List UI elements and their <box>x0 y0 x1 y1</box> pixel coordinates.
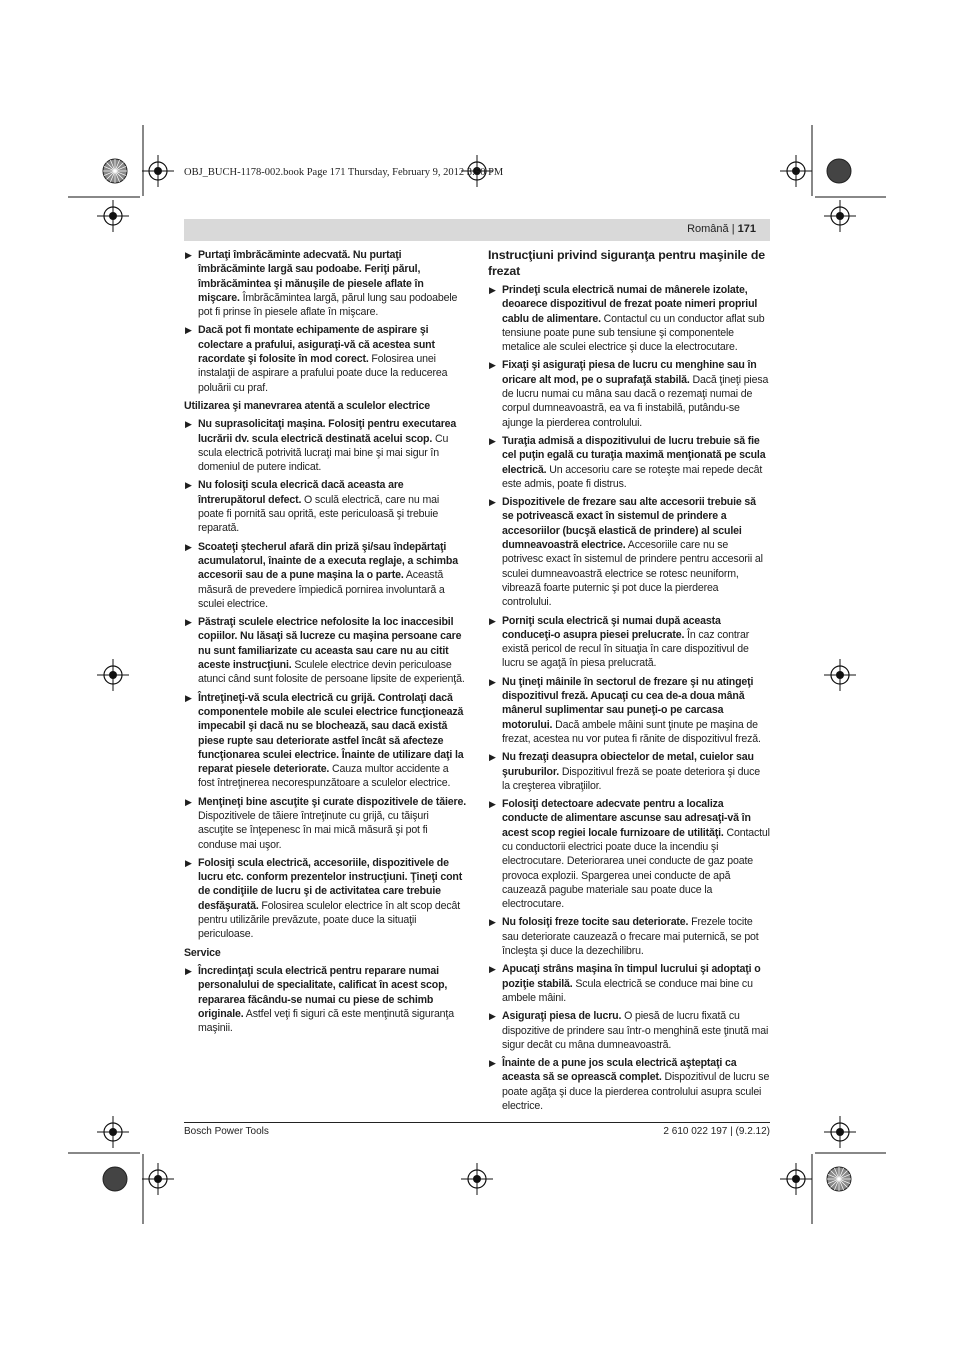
header-separator: | <box>728 223 738 235</box>
bullet-arrow-icon: ▶ <box>489 435 496 446</box>
bullet-bold-text: Nu ţineţi mâinile în sectorul de frezare şi nu atingeţi dispozitivul frezǎ. Apucaţi cu cea de-a doua mână mânerul suplimentar sau puneţi-o pe carcasa motorului. <box>502 675 754 731</box>
bullet-arrow-icon: ▶ <box>185 796 192 807</box>
bullet-text: Dacă ţineţi piesa de lucru numai cu mâna sau dacă o rezemaţi numai de corpul dumneavoastră, ea va fi instabilă, putându-se ajunge la pierderea controlului. <box>502 373 769 429</box>
bullet-item <box>184 964 466 1035</box>
bullet-item <box>488 1009 770 1052</box>
bullet-bold-text: Dispozitivele de frezare sau alte accesorii trebuie să se potrivească exact în sistemul de prindere a accesoriilor (bucşă elastică de prindere) al sculei dumneavoastră electrice. <box>502 496 756 552</box>
bullet-item <box>488 434 770 491</box>
bullet-arrow-icon: ▶ <box>185 250 192 260</box>
bullet-text: Folosirea sculelor electrice în alt scop decât pentru utilizările prevăzute, poate duce la situaţii periculoase. <box>198 899 461 941</box>
bullet-bold-text: Întreţineţi-vă scula electrică cu grijă. Controlaţi dacă componentele mobile ale sculei electrice funcţionează impecabil şi dacă nu se blochează, sau dacă există piese rupte sau deteriorate astfel încât să afecteze funcţionarea sculei electrice. Înainte de utilizare daţi la reparat piesele deteriorate. <box>198 691 464 776</box>
bullet-arrow-icon: ▶ <box>489 1011 496 1022</box>
bullet-text: O piesă de lucru fixată cu dispozitive de prindere sau într-o menghină este ţinută mai sigur decât cu mâna dumneavoastră. <box>502 1010 769 1051</box>
bullet-bold-text: Dacă pot fi montate echipamente de aspirare şi colectare a prafului, asiguraţi-vă că acestea sunt racordate şi folosite în mod corect. <box>198 324 435 366</box>
bullet-bold-text: Înainte de a pune jos scula electrică aşteptaţi ca aceasta să se oprească complet. <box>502 1057 737 1084</box>
bullet-text: Folosirea unei instalaţii de aspirare a prafului poate duce la reducerea poluării cu praf. <box>198 353 448 394</box>
bullet-arrow-icon: ▶ <box>489 615 496 626</box>
bullet-item <box>488 1056 770 1113</box>
bullet-bold-text: Fixaţi şi asiguraţi piesa de lucru cu menghine sau în oricare alt mod, pe o suprafaţă stabilă. <box>502 359 757 386</box>
page-header <box>687 223 756 235</box>
bullet-bold-text: Scoateţi ştecherul afară din priză şi/sau îndepărtaţi acumulatorul, înainte de a executa reglaje, a schimba accesorii sau de a pune maşina la o parte. <box>198 540 458 582</box>
file-slug-line: OBJ_BUCH-1178-002.book Page 171 Thursday, February 9, 2012 3:50 PM <box>184 167 504 178</box>
bullet-arrow-icon: ▶ <box>489 497 496 508</box>
bullet-item <box>488 797 770 911</box>
bullet-bold-text: Porniţi scula electrică şi numai după aceasta conduceţi-o asupra piesei prelucrate. <box>502 614 721 641</box>
bullet-bold-text: Nu folosiţi scula elecrică dacă aceasta are întrerupătorul defect. <box>198 479 404 506</box>
bullet-text: Un accesoriu care se roteşte mai repede decât este admis, poate fi distrus. <box>502 463 763 490</box>
bullet-item <box>184 248 466 319</box>
bullet-text: Sculele electrice devin periculoase atunci când sunt folosite de persoane lipsite de experienţă. <box>198 659 465 686</box>
bullet-arrow-icon: ▶ <box>185 419 192 430</box>
bullet-bold-text: Folosiţi scula electrică, accesoriile, dispozitivele de lucru etc. conform prezentelor instrucţiuni. Ţineţi cont de condiţiile de lucru şi de activitatea care trebuie desfăşurată. <box>198 856 463 912</box>
bullet-text: Accesoriile care nu se potrivesc exact în sistemul de prindere pentru accesorii al sculei dumneavoastră electrice se rotesc neuniform, vibrează foarte puternic şi pot duce la pierderea controlului. <box>502 539 763 609</box>
bullet-bold-text: Apucaţi strâns maşina în timpul lucrului şi adoptaţi o poziţie stabilă. <box>502 963 761 990</box>
bullet-arrow-icon: ▶ <box>185 541 192 552</box>
bullet-text: Cauza multor accidente a fost întreţinerea necorespunzătoare a sculelor electrice. <box>198 763 451 790</box>
left-column <box>184 248 466 1039</box>
bullet-text: În caz contrar există pericol de recul în situaţia în care dispozitivul de lucru se agaţă în piesa prelucrată. <box>502 628 750 670</box>
bullet-arrow-icon: ▶ <box>489 752 496 763</box>
bullet-item <box>184 795 466 852</box>
section-heading: Service <box>184 946 221 959</box>
bullet-text: Contactul cu conductorii electrici poate duce la incendiu şi electrocutare. Deteriorarea unei conducte de gaz poate provoca explozii. Spargerea unei conducte de apă cauzează pagube materiale sau poate duce la electrocutare. <box>502 826 770 911</box>
bullet-arrow-icon: ▶ <box>185 965 192 976</box>
bullet-item <box>184 856 466 942</box>
bullet-text: O sculă electrică, care nu mai poate fi pornită sau oprită, este periculoasă şi trebuie reparată. <box>198 493 440 535</box>
bullet-arrow-icon: ▶ <box>185 480 192 491</box>
page-number: 171 <box>737 223 756 235</box>
bullet-bold-text: Folosiţi detectoare adecvate pentru a localiza conducte de alimentare ascunse sau adresaţi-vă în acest scop regiei locale furnizoare de utilităţi. <box>502 798 751 839</box>
bullet-arrow-icon: ▶ <box>489 799 496 810</box>
bullet-item <box>488 283 770 354</box>
bullet-bold-text: Turaţia admisă a dispozitivului de lucru trebuie să fie cel puţin egală cu turaţia maximă menţionată pe scula electrică. <box>502 434 766 476</box>
bullet-item <box>184 691 466 791</box>
bullet-item <box>488 675 770 746</box>
bullet-item <box>184 323 466 394</box>
bullet-arrow-icon: ▶ <box>489 285 496 295</box>
bullet-text: Îmbrăcămintea largă, părul lung sau podoabele pot fi prinse în piesele aflate în mişcare. <box>198 291 458 319</box>
bullet-arrow-icon: ▶ <box>185 857 192 868</box>
bullet-text: Această măsură de prevedere împiedică pornirea involuntară a sculei electrice. <box>198 569 445 610</box>
bullet-text: Dispozitivul de lucru se poate agăţa şi duce la pierderea controlului asupra sculei electrice. <box>502 1071 770 1113</box>
bullet-arrow-icon: ▶ <box>185 692 192 703</box>
footer-doc-code: 2 610 022 197 | (9.2.12) <box>663 1126 770 1137</box>
section-heading: Utilizarea şi manevrarea atentă a sculelor electrice <box>184 399 431 412</box>
bullet-item <box>184 478 466 535</box>
bullet-arrow-icon: ▶ <box>489 964 496 975</box>
bullet-item <box>488 915 770 958</box>
bullet-text: Dacă ambele mâini sunt ţinute pe maşina de frezat, acestea nu vor putea fi rănite de dispozitivul frezǎ. <box>502 718 761 745</box>
bullet-text: Frezele tocite sau deteriorate cauzează o frecare mai puternică, se pot încleşta şi duce la dezechilibru. <box>502 916 759 958</box>
bullet-bold-text: Încredinţaţi scula electrică pentru reparare numai personalului de specialitate, calificat în acest scop, repararea făcându-se numai cu piese de schimb originale. <box>198 964 448 1020</box>
bullet-text: Cu scula electrică potrivită lucraţi mai bine şi mai sigur în domeniul de putere indicat. <box>198 432 449 474</box>
bullet-arrow-icon: ▶ <box>489 676 496 687</box>
section-heading: Instrucţiuni privind siguranţa pentru maşinile de frezat <box>488 248 765 278</box>
bullet-item <box>184 417 466 474</box>
bullet-text: Dispozitivul frezǎ se poate deteriora şi duce la creşterea vibraţiilor. <box>502 765 761 792</box>
bullet-bold-text: Nu frezaţi deasupra obiectelor de metal, cuielor sau şuruburilor. <box>502 751 754 778</box>
footer-publisher: Bosch Power Tools <box>184 1126 269 1137</box>
bullet-item <box>488 614 770 671</box>
bullet-bold-text: Prindeţi scula electrică numai de mânerele izolate, deoarece dispozitivul de frezat poate nimeri propriul cablu de alimentare. <box>502 284 758 325</box>
right-column <box>488 248 770 1117</box>
bullet-bold-text: Asiguraţi piesa de lucru. <box>502 1010 622 1023</box>
bullet-text: Scula electrică se conduce mai bine cu ambele mâini. <box>502 977 753 1004</box>
header-language: Română <box>687 223 729 235</box>
bullet-bold-text: Păstraţi sculele electrice nefolosite la loc inaccesibil copiilor. Nu lăsaţi să lucreze cu maşina persoane care nu sunt familiarizate cu aceasta sau care nu au citit aceste instrucţiuni. <box>198 616 462 672</box>
footer-rule <box>184 1122 770 1123</box>
bullet-item <box>488 962 770 1005</box>
bullet-text: Dispozitivele de tăiere întreţinute cu grijă, cu tăişuri ascuţite se înţepenesc în mai mică măsură şi pot fi conduse mai uşor. <box>198 809 429 851</box>
bullet-bold-text: Purtaţi îmbrăcăminte adecvată. Nu purtaţi îmbrăcăminte largă sau podoabe. Feriţi părul, îmbrăcămintea şi mănuşile de piesele aflate în mişcare. <box>198 249 424 304</box>
bullet-text: Astfel veţi fi siguri că este menţinută siguranţa maşinii. <box>198 1007 454 1035</box>
bullet-item <box>488 358 770 429</box>
bullet-arrow-icon: ▶ <box>185 617 192 628</box>
bullet-arrow-icon: ▶ <box>185 325 192 336</box>
bullet-arrow-icon: ▶ <box>489 1058 496 1069</box>
bullet-item <box>184 540 466 611</box>
bullet-item <box>488 750 770 793</box>
bullet-bold-text: Nu suprasolicitaţi maşina. Folosiţi pentru executarea lucrării dv. scula electrică destinată acelui scop. <box>198 418 457 445</box>
bullet-bold-text: Nu folosiţi freze tocite sau deteriorate. <box>502 916 689 929</box>
bullet-arrow-icon: ▶ <box>489 917 496 928</box>
bullet-bold-text: Menţineţi bine ascuţite şi curate dispozitivele de tăiere. <box>198 795 466 808</box>
bullet-item <box>488 495 770 609</box>
bullet-arrow-icon: ▶ <box>489 360 496 371</box>
page-header-band <box>184 219 770 241</box>
bullet-item <box>184 615 466 686</box>
bullet-text: Contactul cu un conductor aflat sub tensiune poate pune sub tensiune şi componentele metalice ale sculei electrice şi duce la electrocutare. <box>502 312 765 354</box>
